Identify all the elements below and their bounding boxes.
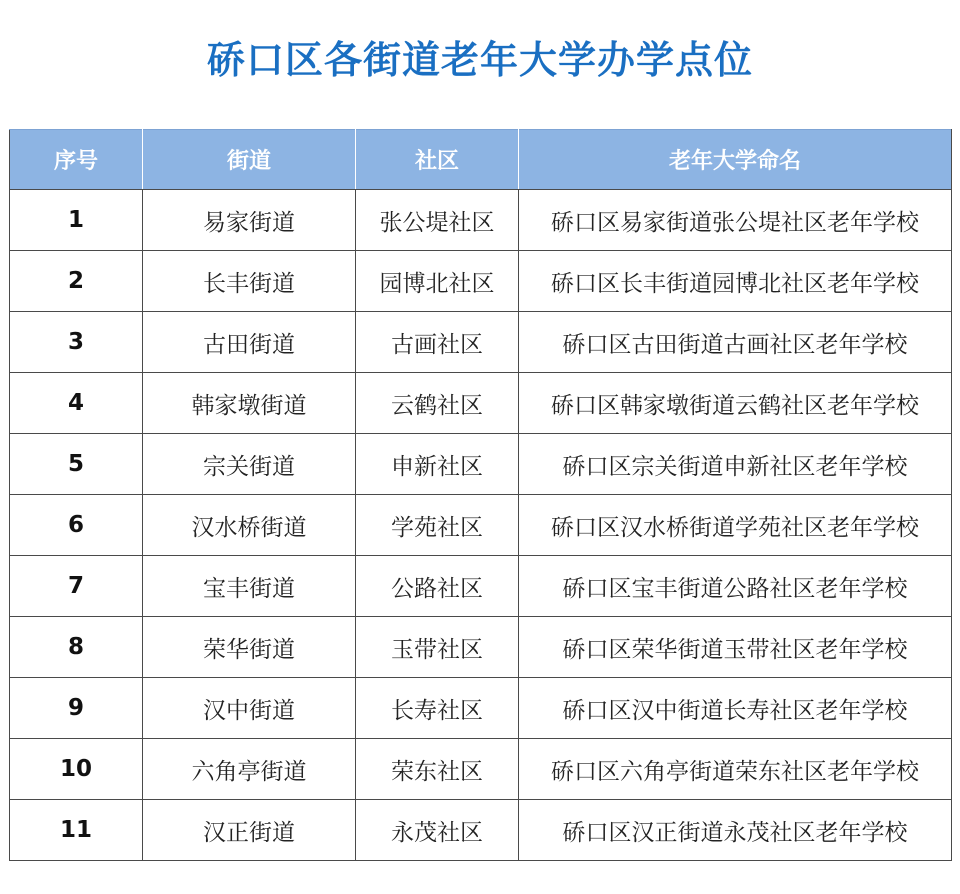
row-index: 7 bbox=[10, 556, 143, 617]
row-community: 学苑社区 bbox=[356, 495, 519, 556]
row-street: 宝丰街道 bbox=[143, 556, 356, 617]
page-title: 硚口区各街道老年大学办学点位 bbox=[206, 38, 753, 82]
row-street: 汉正街道 bbox=[143, 800, 356, 861]
schools-table bbox=[9, 129, 952, 861]
table-row bbox=[10, 678, 952, 739]
row-community: 永茂社区 bbox=[356, 800, 519, 861]
table-row bbox=[10, 251, 952, 312]
header-street: 街道 bbox=[143, 130, 356, 190]
table-row bbox=[10, 312, 952, 373]
row-community: 张公堤社区 bbox=[356, 190, 519, 251]
row-index: 10 bbox=[10, 739, 143, 800]
header-school-name: 老年大学命名 bbox=[519, 130, 952, 190]
row-index: 1 bbox=[10, 190, 143, 251]
table-row bbox=[10, 373, 952, 434]
row-community: 园博北社区 bbox=[356, 251, 519, 312]
row-school-name: 硚口区长丰街道园博北社区老年学校 bbox=[519, 251, 952, 312]
row-index: 4 bbox=[10, 373, 143, 434]
row-school-name: 硚口区汉中街道长寿社区老年学校 bbox=[519, 678, 952, 739]
row-community: 申新社区 bbox=[356, 434, 519, 495]
header-index: 序号 bbox=[10, 130, 143, 190]
header-community: 社区 bbox=[356, 130, 519, 190]
row-index: 11 bbox=[10, 800, 143, 861]
row-community: 玉带社区 bbox=[356, 617, 519, 678]
table-row bbox=[10, 800, 952, 861]
row-school-name: 硚口区汉正街道永茂社区老年学校 bbox=[519, 800, 952, 861]
table-row bbox=[10, 617, 952, 678]
row-school-name: 硚口区汉水桥街道学苑社区老年学校 bbox=[519, 495, 952, 556]
row-school-name: 硚口区宗关街道申新社区老年学校 bbox=[519, 434, 952, 495]
row-street: 汉中街道 bbox=[143, 678, 356, 739]
row-community: 公路社区 bbox=[356, 556, 519, 617]
row-street: 易家街道 bbox=[143, 190, 356, 251]
table-row bbox=[10, 739, 952, 800]
row-school-name: 硚口区六角亭街道荣东社区老年学校 bbox=[519, 739, 952, 800]
table-header bbox=[10, 130, 952, 190]
table-body bbox=[10, 190, 952, 861]
row-street: 宗关街道 bbox=[143, 434, 356, 495]
row-street: 汉水桥街道 bbox=[143, 495, 356, 556]
row-school-name: 硚口区韩家墩街道云鹤社区老年学校 bbox=[519, 373, 952, 434]
row-school-name: 硚口区易家街道张公堤社区老年学校 bbox=[519, 190, 952, 251]
table-row bbox=[10, 495, 952, 556]
row-street: 六角亭街道 bbox=[143, 739, 356, 800]
row-index: 5 bbox=[10, 434, 143, 495]
table-row bbox=[10, 556, 952, 617]
row-index: 3 bbox=[10, 312, 143, 373]
row-street: 荣华街道 bbox=[143, 617, 356, 678]
row-community: 古画社区 bbox=[356, 312, 519, 373]
row-index: 2 bbox=[10, 251, 143, 312]
row-index: 8 bbox=[10, 617, 143, 678]
row-street: 韩家墩街道 bbox=[143, 373, 356, 434]
row-school-name: 硚口区荣华街道玉带社区老年学校 bbox=[519, 617, 952, 678]
table-row bbox=[10, 190, 952, 251]
row-street: 长丰街道 bbox=[143, 251, 356, 312]
table-row bbox=[10, 434, 952, 495]
row-community: 荣东社区 bbox=[356, 739, 519, 800]
row-community: 长寿社区 bbox=[356, 678, 519, 739]
row-index: 6 bbox=[10, 495, 143, 556]
row-index: 9 bbox=[10, 678, 143, 739]
row-street: 古田街道 bbox=[143, 312, 356, 373]
row-school-name: 硚口区宝丰街道公路社区老年学校 bbox=[519, 556, 952, 617]
row-school-name: 硚口区古田街道古画社区老年学校 bbox=[519, 312, 952, 373]
row-community: 云鹤社区 bbox=[356, 373, 519, 434]
header-row bbox=[10, 130, 952, 190]
